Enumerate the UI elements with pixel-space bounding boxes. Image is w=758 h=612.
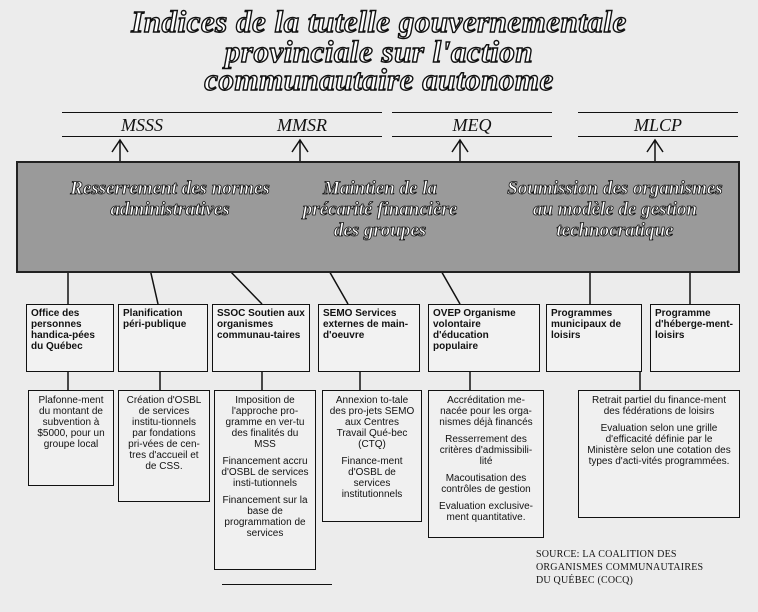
theme-normes: Resserrement des normes administratives [70,178,270,220]
source-note [536,548,751,587]
desc-ssoc-item: Financement sur la base de programmation de services [222,495,308,539]
desc-planification [118,390,210,502]
desc-mlcp [578,390,740,518]
org-semo: SEMO Services externes de main-d'oeuvre [318,304,420,372]
desc-office [28,390,114,486]
source-line-3: DU QUÉBEC (COCQ) [536,575,634,586]
theme-precarite: Maintien de la précarité financière des groupes [302,178,458,241]
desc-ovep-item: Evaluation exclusive-ment quantitative. [439,501,533,523]
org-programmes-municipaux: Programmes municipaux de loisirs [546,304,642,372]
desc-mlcp-item: Evaluation selon une grille d'efficacité définie par le Ministère selon une cotation des types d'acti-vités programmées. [587,423,731,467]
arrow-mlcp [647,140,663,161]
desc-semo-item: Annexion to-tale des pro-jets SEMO aux Centres Travail Qué-bec (CTQ) [329,395,415,450]
ministry-msss: MSSS [62,114,222,137]
org-ssoc: SSOC Soutien aux organismes communau-taires [212,304,310,372]
desc-semo [322,390,422,522]
link-ovep [440,269,460,304]
ministry-mmsr: MMSR [222,114,382,137]
desc-planification-item: Création d'OSBL de services institu-tionnels par fondations pri-vées de cen-tres d'accueil et de CSS. [126,395,202,472]
desc-mlcp-item: Retrait partiel du finance-ment des fédérations de loisirs [592,395,726,417]
ministry-meq: MEQ [392,114,552,137]
theme-gestion: Soumission des organismes au modèle de gestion technocratique [507,178,723,241]
desc-ovep-item: Resserrement des critères d'admissibili-lité [439,434,533,467]
org-planification: Planification péri-publique [118,304,208,372]
org-ovep: OVEP Organisme volontaire d'éducation populaire [428,304,540,372]
source-line-1: SOURCE: LA COALITION DES [536,549,677,560]
arrow-mmsr [292,140,308,161]
title-line-2: provinciale sur l'action [224,34,534,69]
ministry-mlcp: MLCP [578,114,738,137]
org-office-handicapees: Office des personnes handica-pées du Québec [26,304,114,372]
title-line-1: Indices de la tutelle gouvernementale [131,4,627,39]
desc-ovep-item: Macoutisation des contrôles de gestion [441,473,531,495]
desc-ssoc-item: Financement accru d'OSBL de services insti-tutionnels [221,456,309,489]
arrow-msss [112,140,128,161]
source-line-2: ORGANISMES COMMUNAUTAIRES [536,562,704,573]
desc-ovep-item: Accréditation me-nacée pour les orga-nismes déjà financés [439,395,533,428]
link-ssoc [228,269,262,304]
desc-office-item: Plafonne-ment du montant de subvention à $5000, pour un groupe local [37,395,105,450]
arrow-meq [452,140,468,161]
title-line-3: communautaire autonome [204,62,554,97]
bottom-rule [222,584,332,585]
desc-ssoc [214,390,316,570]
link-planification [150,269,158,304]
desc-ovep [428,390,544,538]
desc-ssoc-item: Imposition de l'approche pro-gramme en ver-tu des finalités du MSS [225,395,305,450]
link-semo [328,269,348,304]
org-hebergement-loisirs: Programme d'héberge-ment-loisirs [650,304,740,372]
desc-semo-item: Finance-ment d'OSBL de services institutionnels [341,456,403,500]
